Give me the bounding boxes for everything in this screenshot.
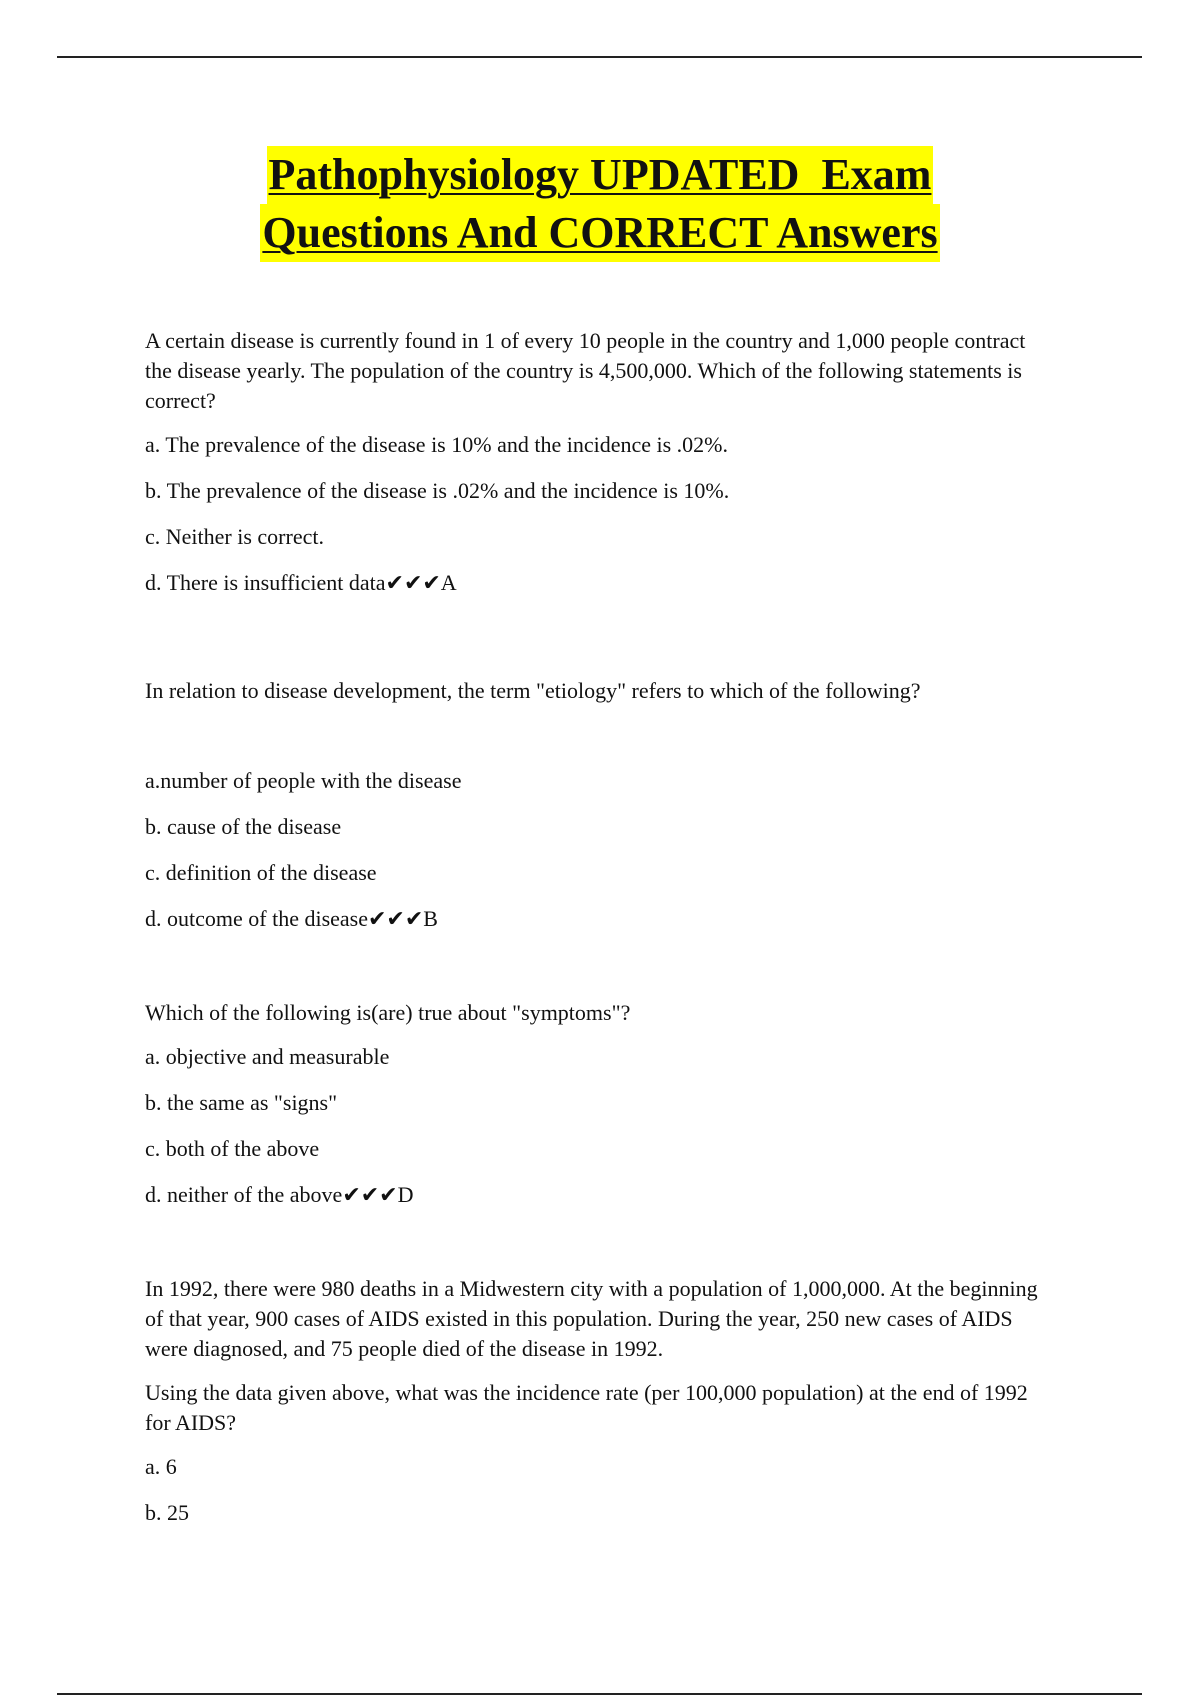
question-4 (145, 1274, 1045, 1528)
option-a: a. objective and measurable (145, 1044, 390, 1069)
question-subtext: Using the data given above, what was the incidence rate (per 100,000 population) at the end of 1992 for AIDS? (145, 1380, 1028, 1435)
option-d-answer: d. neither of the above✔✔✔D (145, 1182, 414, 1207)
option-a: a.number of people with the disease (145, 768, 462, 793)
option-d-answer: d. outcome of the disease✔✔✔B (145, 906, 438, 931)
question-1 (145, 326, 1045, 598)
option-b: b. the same as "signs" (145, 1090, 338, 1115)
option-c: c. Neither is correct. (145, 524, 324, 549)
title-line-2: Questions And CORRECT Answers (260, 204, 939, 262)
option-c: c. definition of the disease (145, 860, 377, 885)
question-text: In relation to disease development, the term "etiology" refers to which of the following? (145, 678, 921, 703)
top-rule (57, 56, 1142, 58)
question-text: A certain disease is currently found in 1 of every 10 people in the country and 1,000 people contract the disease yearly. The population of the country is 4,500,000. Which of the following statements is correct? (145, 328, 1026, 413)
document-title (0, 146, 1200, 262)
option-a: a. 6 (145, 1454, 177, 1479)
option-b: b. cause of the disease (145, 814, 342, 839)
title-line-1: Pathophysiology UPDATED Exam (267, 146, 934, 204)
question-text: Which of the following is(are) true about "symptoms"? (145, 1000, 631, 1025)
bottom-rule (57, 1693, 1142, 1695)
option-b: b. The prevalence of the disease is .02% and the incidence is 10%. (145, 478, 730, 503)
option-c: c. both of the above (145, 1136, 320, 1161)
question-text: In 1992, there were 980 deaths in a Midwestern city with a population of 1,000,000. At the beginning of that year, 900 cases of AIDS existed in this population. During the year, 250 new cases of AIDS were diagnosed, and 75 people died of the disease in 1992. (145, 1276, 1038, 1361)
option-a: a. The prevalence of the disease is 10% and the incidence is .02%. (145, 432, 728, 457)
question-list (145, 326, 1045, 1544)
option-b: b. 25 (145, 1500, 189, 1525)
question-3 (145, 998, 1045, 1210)
question-2 (145, 676, 1045, 934)
option-d-answer: d. There is insufficient data✔✔✔A (145, 570, 457, 595)
